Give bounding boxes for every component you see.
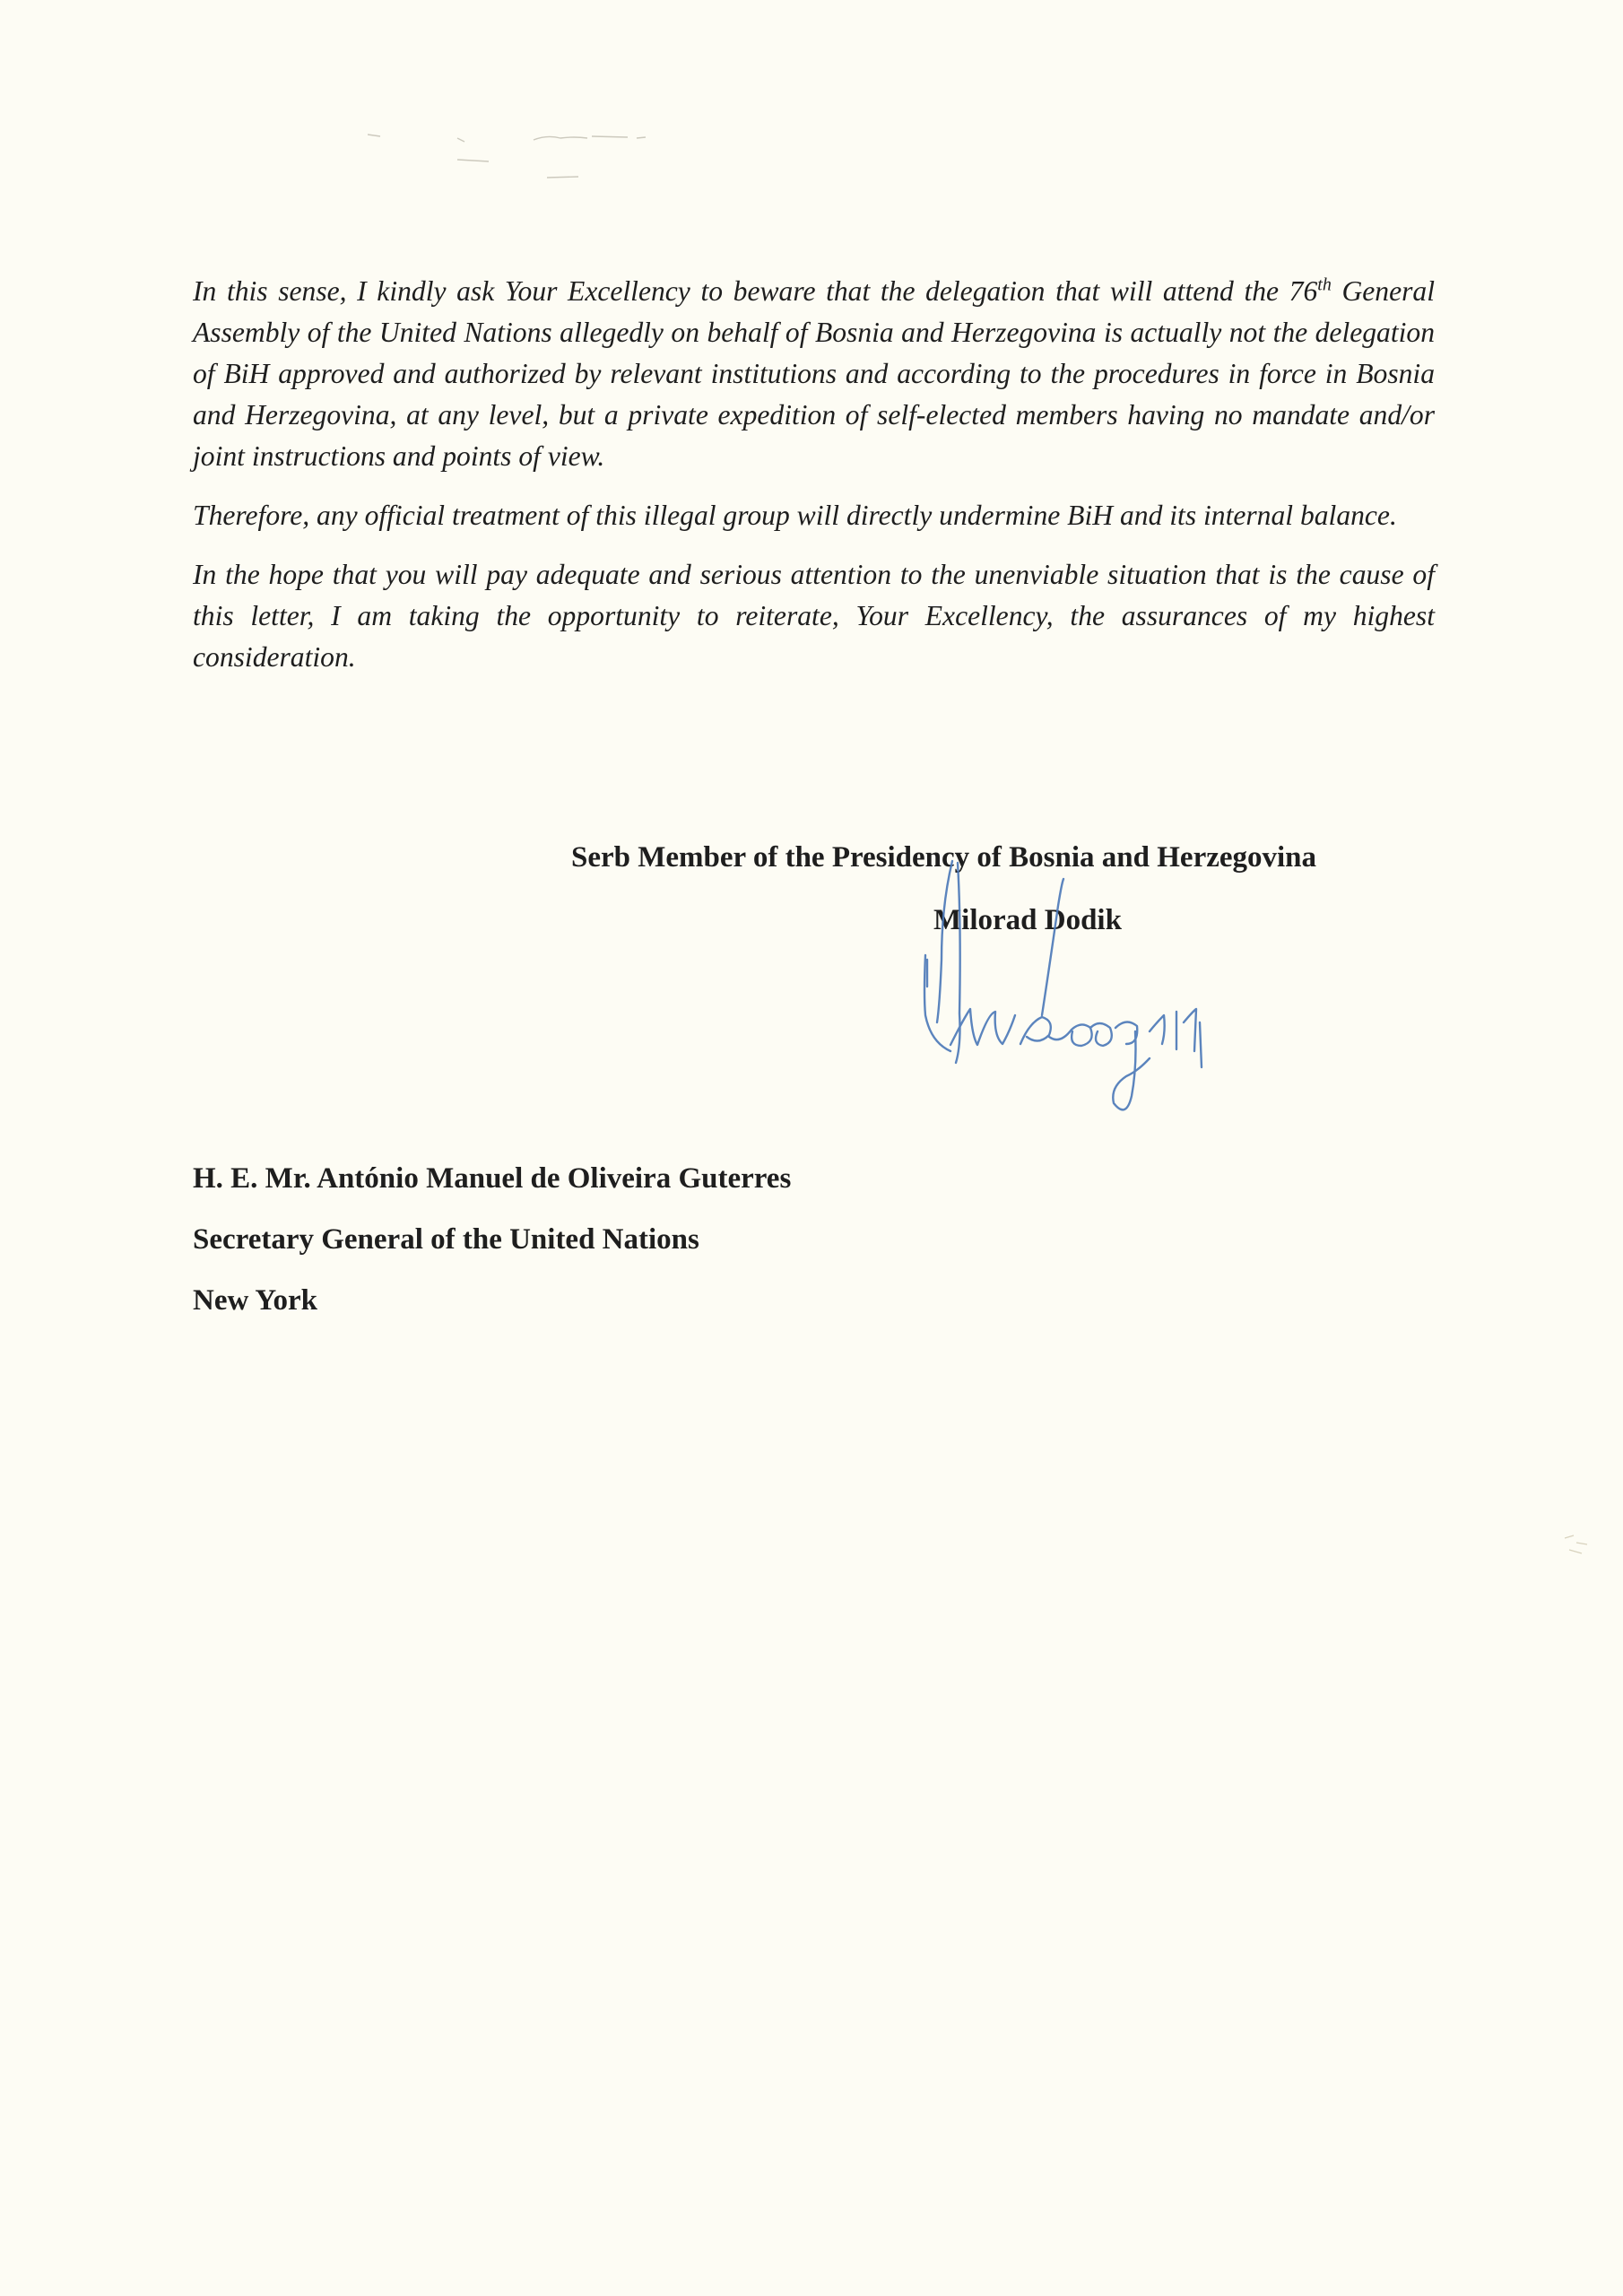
addressee-name: H. E. Mr. António Manuel de Oliveira Guterres <box>193 1162 792 1195</box>
paragraph-delegation-rest: General Assembly of the United Nations allegedly on behalf of Bosnia and Herzegovina is actually not the delegation of BiH approved and authorized by relevant institutions and according to the procedures in force in Bosnia and Herzegovina, at any level, but a private expedition of self-elected members having no mandate and/or joint instructions and points of view. <box>193 275 1435 472</box>
handwritten-signature <box>915 852 1211 1121</box>
letter-body <box>193 271 1435 696</box>
paragraph-closing: In the hope that you will pay adequate and serious attention to the unenviable situation that is the cause of this letter, I am taking the opportunity to reiterate, Your Excellency, the assurances of my highest consideration. <box>193 559 1435 673</box>
signatory-name: Milorad Dodik <box>933 904 1122 936</box>
paragraph-delegation <box>193 271 1435 477</box>
addressee-position: Secretary General of the United Nations <box>193 1223 699 1256</box>
addressee-block <box>193 1148 791 1331</box>
addressee-city: New York <box>193 1284 318 1317</box>
paragraph-delegation-start: In this sense, I kindly ask Your Excellency to beware that the delegation that will attend the 76 <box>193 275 1318 307</box>
paragraph-therefore: Therefore, any official treatment of this illegal group will directly undermine BiH and its internal balance. <box>193 500 1397 531</box>
scan-smudge-mark <box>368 126 664 188</box>
scan-speck-marks <box>1560 1525 1605 1570</box>
signatory-title: Serb Member of the Presidency of Bosnia and Herzegovina <box>571 841 1317 874</box>
ordinal-suffix: th <box>1317 274 1332 295</box>
